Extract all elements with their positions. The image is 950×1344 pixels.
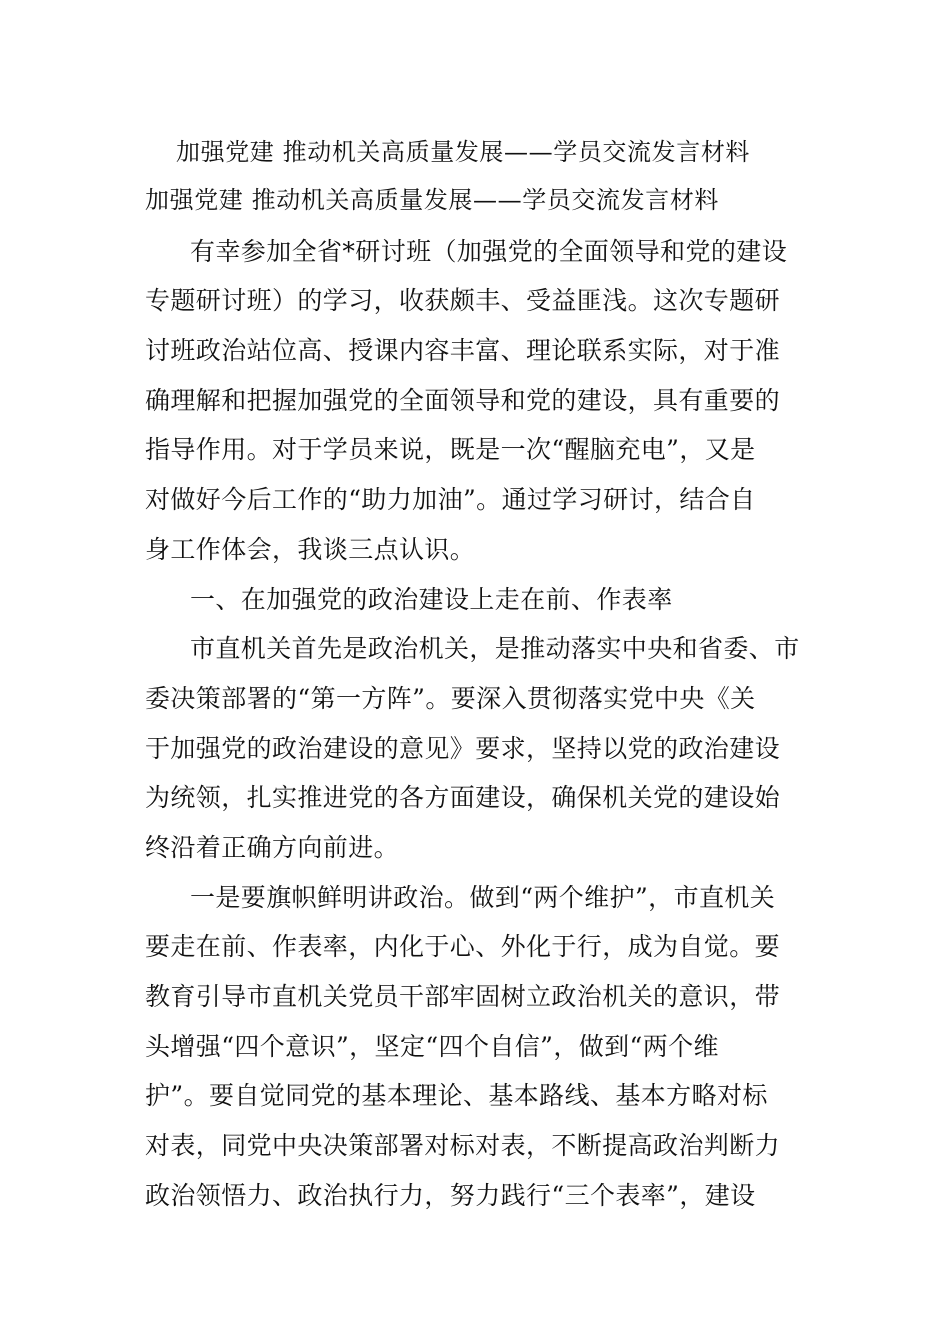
paragraph-line: 一是要旗帜鲜明讲政治。做到“两个维护”，市直机关: [190, 883, 776, 912]
paragraph-line: 教育引导市直机关党员干部牢固树立政治机关的意识，带: [145, 982, 781, 1011]
paragraph-line: 对做好今后工作的“助力加油”。通过学习研讨，结合自: [145, 485, 756, 514]
paragraph-line: 专题研讨班）的学习，收获颇丰、受益匪浅。这次专题研: [145, 286, 781, 315]
paragraph-line: 终沿着正确方向前进。: [145, 833, 400, 862]
paragraph-line: 护”。要自觉同党的基本理论、基本路线、基本方略对标: [145, 1081, 768, 1110]
paragraph-line: 有幸参加全省*研讨班（加强党的全面领导和党的建设: [190, 237, 788, 266]
paragraph-line: 身工作体会，我谈三点认识。: [145, 535, 476, 564]
document-title-line-1: 加强党建 推动机关高质量发展——学员交流发言材料: [176, 138, 751, 166]
paragraph-line: 确理解和把握加强党的全面领导和党的建设，具有重要的: [145, 386, 781, 415]
paragraph-line: 市直机关首先是政治机关，是推动落实中央和省委、市: [190, 634, 800, 663]
paragraph-line: 要走在前、作表率，内化于心、外化于行，成为自觉。要: [145, 932, 781, 961]
paragraph-line: 对表，同党中央决策部署对标对表，不断提高政治判断力: [145, 1131, 781, 1160]
paragraph-line: 讨班政治站位高、授课内容丰富、理论联系实际，对于准: [145, 336, 781, 365]
document-title-line-2: 加强党建 推动机关高质量发展——学员交流发言材料: [145, 186, 720, 214]
paragraph-line: 头增强“四个意识”，坚定“四个自信”，做到“两个维: [145, 1032, 719, 1061]
paragraph-line: 政治领悟力、政治执行力，努力践行“三个表率”，建设: [145, 1181, 756, 1210]
paragraph-line: 为统领，扎实推进党的各方面建设，确保机关党的建设始: [145, 783, 781, 812]
paragraph-line: 委决策部署的“第一方阵”。要深入贯彻落实党中央《关: [145, 684, 756, 713]
section-heading: 一、在加强党的政治建设上走在前、作表率: [190, 585, 673, 614]
paragraph-line: 于加强党的政治建设的意见》要求，坚持以党的政治建设: [145, 734, 781, 763]
paragraph-line: 指导作用。对于学员来说，既是一次“醒脑充电”，又是: [145, 435, 756, 464]
